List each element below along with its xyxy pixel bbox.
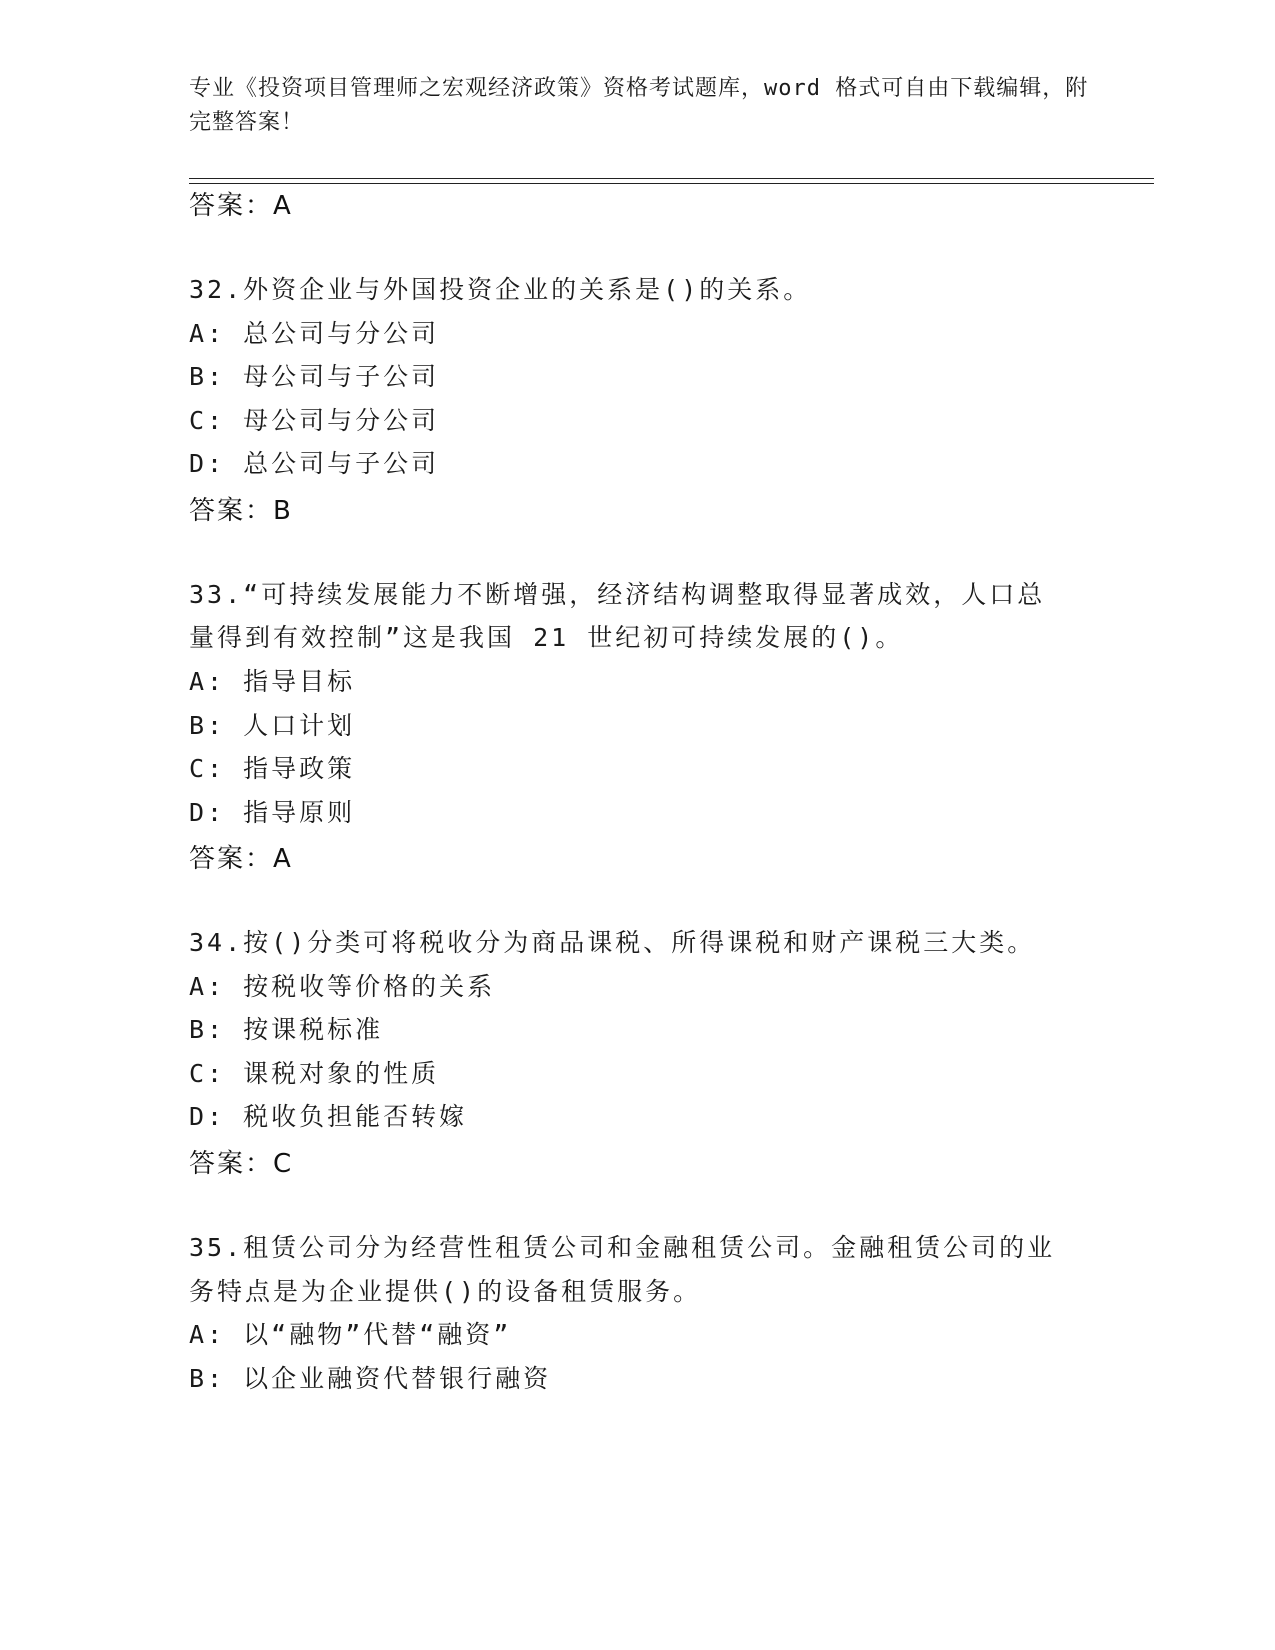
- question-35-stem-line-2: 务特点是为企业提供()的设备租赁服务。: [189, 1277, 702, 1306]
- question-34-option-c: C: 课税对象的性质: [189, 1059, 440, 1088]
- question-33-stem-line-2: 量得到有效控制”这是我国 21 世纪初可持续发展的()。: [189, 623, 904, 652]
- question-32-answer: 答案：B: [189, 496, 293, 526]
- question-32-stem: 32.外资企业与外国投资企业的关系是()的关系。: [189, 275, 812, 304]
- header-divider-top: [189, 178, 1154, 179]
- answer-previous: 答案：A: [189, 191, 293, 221]
- question-34-option-a: A: 按税收等价格的关系: [189, 972, 496, 1001]
- question-34-stem: 34.按()分类可将税收分为商品课税、所得课税和财产课税三大类。: [189, 928, 1036, 957]
- question-33-answer: 答案：A: [189, 844, 293, 874]
- question-33-option-d: D: 指导原则: [189, 798, 356, 827]
- question-32-option-c: C: 母公司与分公司: [189, 406, 440, 435]
- document-header-intro: 专业《投资项目管理师之宏观经济政策》资格考试题库，word 格式可自由下载编辑，附完整答案！: [189, 76, 1089, 135]
- header-divider-bottom: [189, 183, 1154, 184]
- question-34-answer: 答案：C: [189, 1149, 294, 1179]
- question-33-stem-line-1: 33.“可持续发展能力不断增强，经济结构调整取得显著成效，人口总: [189, 580, 1046, 609]
- question-33-option-b: B: 人口计划: [189, 711, 356, 740]
- question-32-option-d: D: 总公司与子公司: [189, 449, 440, 478]
- question-33-option-a: A: 指导目标: [189, 667, 356, 696]
- question-34-option-d: D: 税收负担能否转嫁: [189, 1102, 468, 1131]
- question-35-option-a: A: 以“融物”代替“融资”: [189, 1320, 512, 1349]
- question-35-option-b: B: 以企业融资代替银行融资: [189, 1364, 552, 1393]
- question-32-option-a: A: 总公司与分公司: [189, 319, 440, 348]
- question-34-option-b: B: 按课税标准: [189, 1015, 384, 1044]
- question-32-option-b: B: 母公司与子公司: [189, 362, 440, 391]
- question-33-option-c: C: 指导政策: [189, 754, 356, 783]
- question-35-stem-line-1: 35.租赁公司分为经营性租赁公司和金融租赁公司。金融租赁公司的业: [189, 1233, 1056, 1262]
